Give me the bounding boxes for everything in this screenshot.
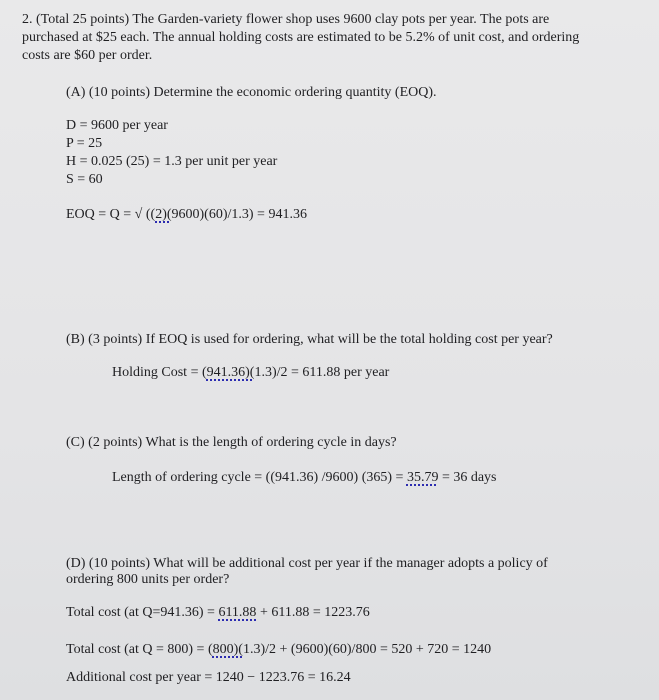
problem-text-line-3: costs are $60 per order. — [22, 48, 153, 63]
part-c-question: (C) (2 points) What is the length of ordering cycle in days? — [66, 435, 397, 450]
eoq-formula-underlined: 2)( — [155, 207, 172, 222]
cycle-length-rest: = 36 days — [438, 470, 497, 485]
holding-cost-answer — [112, 365, 389, 381]
problem-text-line-1: 2. (Total 25 points) The Garden-variety flower shop uses 9600 clay pots per year. The pots are — [22, 12, 550, 27]
total-cost-800-underlined: 800)( — [212, 642, 243, 657]
total-cost-800 — [66, 642, 491, 658]
total-cost-eoq-prefix: Total cost (at Q=941.36) = — [66, 605, 219, 620]
part-b-question: (B) (3 points) If EOQ is used for ordering, what will be the total holding cost per year? — [66, 332, 553, 347]
total-cost-800-rest: 1.3)/2 + (9600)(60)/800 = 520 + 720 = 1240 — [242, 642, 492, 657]
part-d-question-line-2: ordering 800 units per order? — [66, 572, 230, 587]
holding-cost-rest: 1.3)/2 = 611.88 per year — [254, 365, 390, 380]
given-price: P = 25 — [66, 136, 103, 151]
cycle-length-underlined: 35.79 — [406, 470, 439, 485]
part-d-question-line-1: (D) (10 points) What will be additional cost per year if the manager adopts a policy of — [66, 556, 548, 571]
holding-cost-prefix: Holding Cost = ( — [112, 365, 207, 380]
additional-cost: Additional cost per year = 1240 − 1223.76 = 16.24 — [66, 670, 351, 685]
given-setup-cost: S = 60 — [66, 172, 103, 187]
eoq-formula — [66, 207, 307, 223]
total-cost-eoq-underlined: 611.88 — [218, 605, 257, 620]
given-holding-cost: H = 0.025 (25) = 1.3 per unit per year — [66, 154, 278, 169]
problem-text-line-2: purchased at $25 each. The annual holding costs are estimated to be 5.2% of unit cost, and ordering — [22, 30, 580, 45]
total-cost-eoq-rest: + 611.88 = 1223.76 — [256, 605, 370, 620]
total-cost-800-prefix: Total cost (at Q = 800) = ( — [66, 642, 213, 657]
cycle-length-answer — [112, 470, 497, 486]
given-demand: D = 9600 per year — [66, 118, 168, 133]
holding-cost-underlined: 941.36)( — [206, 365, 255, 380]
total-cost-eoq — [66, 605, 370, 621]
eoq-formula-prefix: EOQ = Q = √ (( — [66, 207, 156, 222]
eoq-formula-rest: 9600)(60)/1.3) = 941.36 — [171, 207, 307, 222]
cycle-length-prefix: Length of ordering cycle = ((941.36) /9600) (365) = — [112, 470, 407, 485]
part-a-question: (A) (10 points) Determine the economic ordering quantity (EOQ). — [66, 85, 437, 100]
